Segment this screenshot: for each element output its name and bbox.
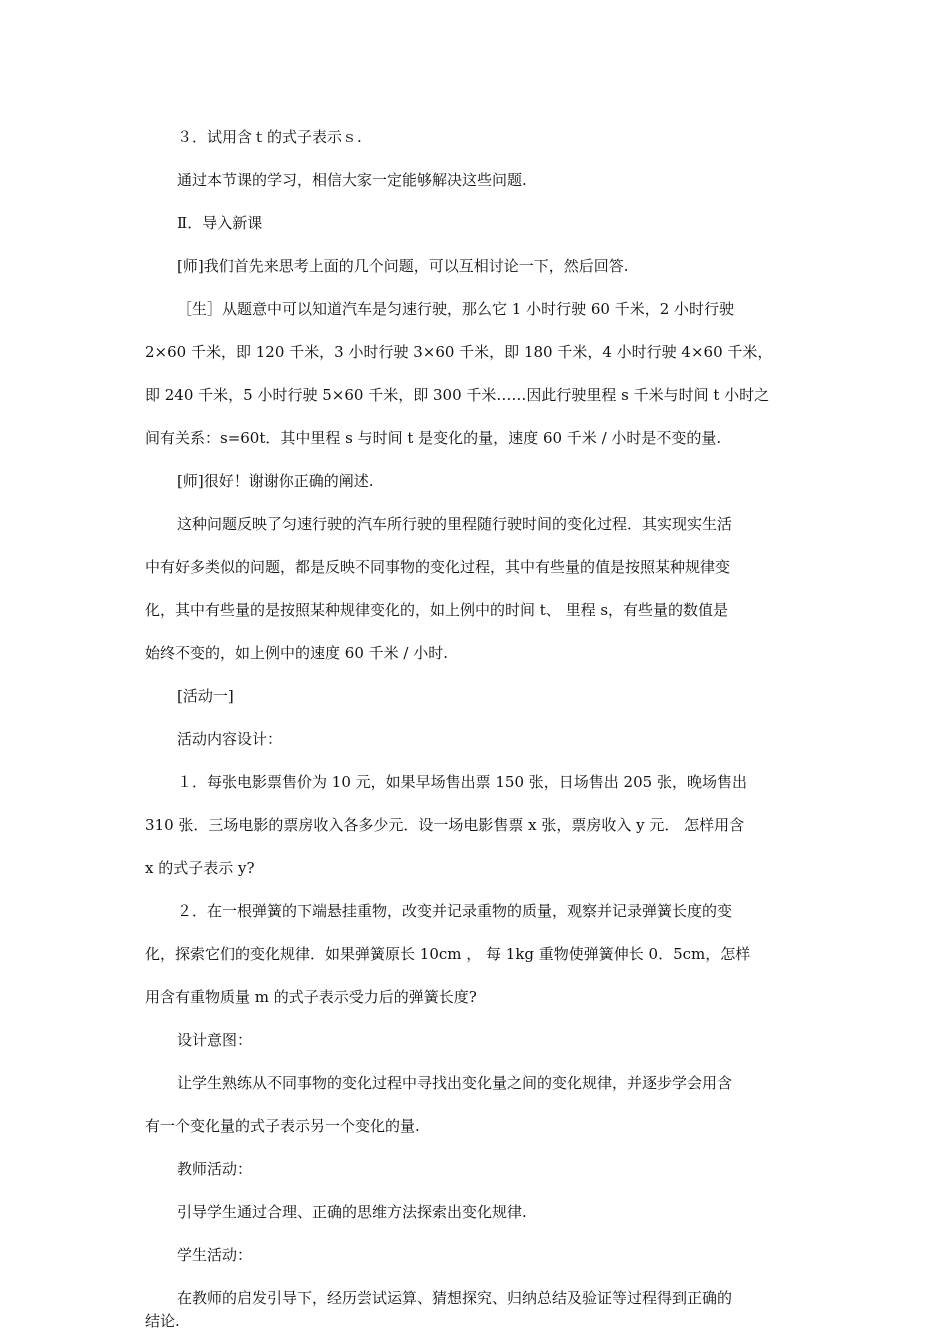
text-line: １．每张电影票售价为 10 元，如果早场售出票 150 张，日场售出 205 张，晚场售出 [177,773,747,791]
text-line: 学生活动： [177,1246,253,1264]
text-line: 310 张．三场电影的票房收入各多少元．设一场电影售票 x 张，票房收入 y 元． 怎样用含 [145,816,745,834]
text-line: 结论. [145,1312,180,1330]
text-line: 在教师的启发引导下，经历尝试运算、猜想探究、归纳总结及验证等过程得到正确的 [177,1289,733,1307]
text-line: 始终不变的，如上例中的速度 60 千米 / 小时. [145,644,448,662]
text-line: ３．试用含ｔ的式子表示ｓ. [177,128,362,146]
text-line: 这种问题反映了匀速行驶的汽车所行驶的里程随行驶时间的变化过程．其实现实生活 [177,515,733,533]
text-line: 用含有重物质量 m 的式子表示受力后的弹簧长度? [145,988,477,1006]
text-line: 教师活动： [177,1160,253,1178]
text-line: 通过本节课的学习，相信大家一定能够解决这些问题. [177,171,527,189]
text-line: [师]我们首先来思考上面的几个问题，可以互相讨论一下，然后回答. [177,257,629,275]
text-line: 引导学生通过合理、正确的思维方法探索出变化规律. [177,1203,527,1221]
text-line: 间有关系：s=60t．其中里程 s 与时间 t 是变化的量，速度 60 千米 / 小时是不变的量. [145,429,722,447]
text-line: 活动内容设计： [177,730,283,748]
text-line: [师]很好！谢谢你正确的阐述. [177,472,374,490]
text-line: 有一个变化量的式子表示另一个变化的量. [145,1117,420,1135]
text-line: 中有好多类似的问题，都是反映不同事物的变化过程，其中有些量的值是按照某种规律变 [145,558,731,576]
text-line: 2×60 千米，即 120 千米，3 小时行驶 3×60 千米，即 180 千米，4 小时行驶 4×60 千米， [145,343,773,361]
text-line: ２．在一根弹簧的下端悬挂重物，改变并记录重物的质量，观察并记录弹簧长度的变 [177,902,733,920]
text-line: ［生］从题意中可以知道汽车是匀速行驶，那么它 1 小时行驶 60 千米，2 小时行驶 [177,300,735,318]
text-line: x 的式子表示 y? [145,859,255,877]
text-line: 化，探索它们的变化规律．如果弹簧原长 10cm ， 每 1kg 重物使弹簧伸长 0．5cm，怎样 [145,945,751,963]
section-heading: Ⅱ．导入新课 [177,214,263,232]
text-line: 让学生熟练从不同事物的变化过程中寻找出变化量之间的变化规律，并逐步学会用含 [177,1074,733,1092]
text-line: 设计意图： [177,1031,253,1049]
text-line: 化，其中有些量的是按照某种规律变化的，如上例中的时间 t、 里程 s，有些量的数值是 [145,601,729,619]
text-line: [活动一] [177,687,234,705]
text-line: 即 240 千米，5 小时行驶 5×60 千米，即 300 千米……因此行驶里程 s 千米与时间 t 小时之 [145,386,770,404]
